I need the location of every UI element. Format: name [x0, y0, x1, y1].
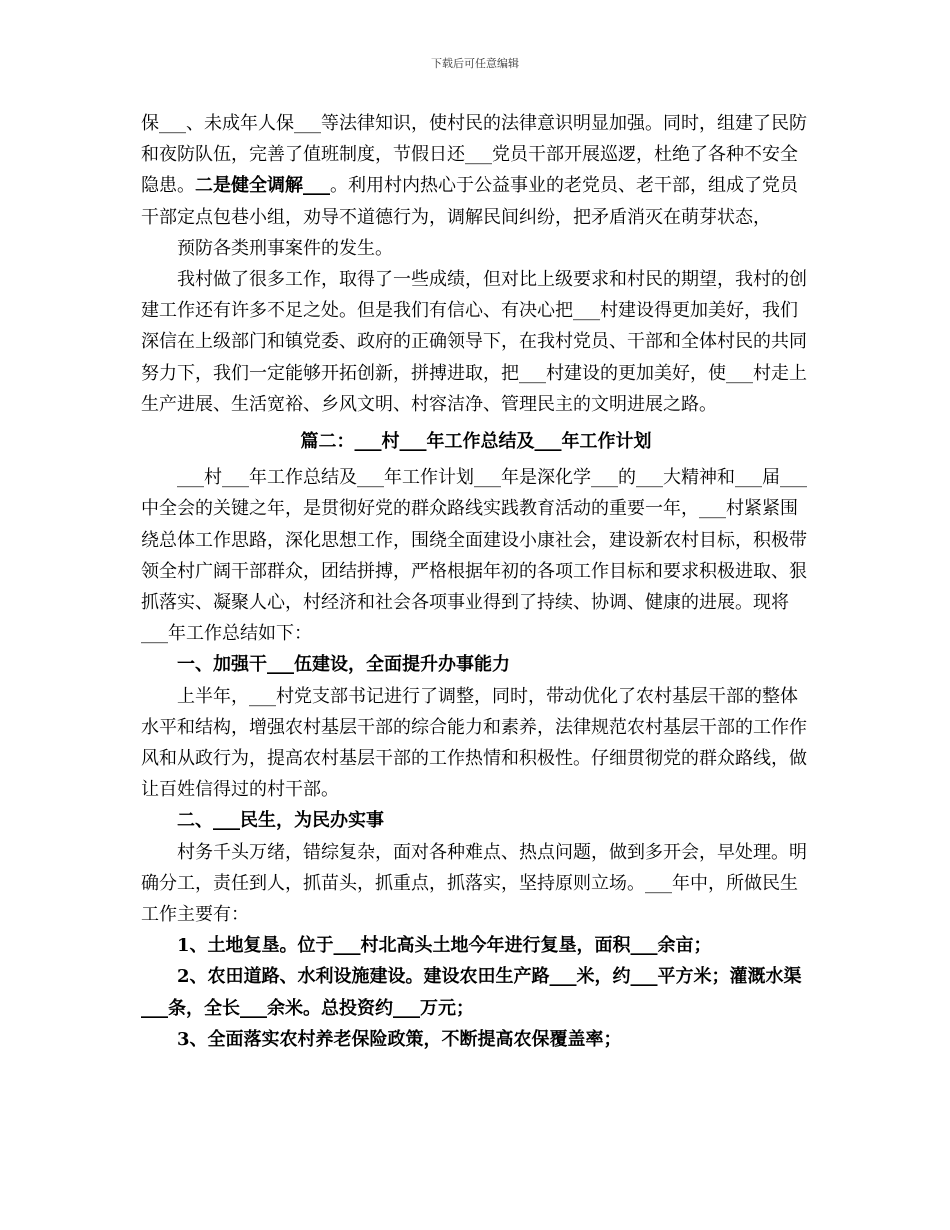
bold-lead: 二是健全调解___: [195, 175, 330, 197]
paragraph-text: 。利用村内热心于公益事业的老党员、老干部，组成了党员干部定点包巷小组，劝导不道德行为，调解民间纠纷，把矛盾消灭在萌芽状态，: [141, 175, 798, 228]
heading-1: 一、加强干___伍建设，全面提升办事能力: [177, 654, 510, 676]
list-item: 1、土地复垦。位于___村北高头土地今年进行复垦，面积___余亩；: [177, 935, 712, 957]
paragraph: 预防各类刑事案件的发生。: [177, 237, 393, 259]
paragraph: 村务千头万绪，错综复杂，面对各种难点、热点问题，做到多开会，早处理。明确分工，责任到人，抓苗头，抓重点，抓落实，坚持原则立场。___年中，所做民生工作主要有：: [141, 841, 807, 926]
list-item: 2、农田道路、水利设施建设。建设农田生产路___米，约___平方米；灌溉水渠___条，全长___余米。总投资约___万元；: [141, 966, 802, 1019]
paragraph: 我村做了很多工作，取得了一些成绩，但对比上级要求和村民的期望，我村的创建工作还有许多不足之处。但是我们有信心、有决心把___村建设得更加美好，我们深信在上级部门和镇党委、政府的正确领导下，在我村党员、干部和全体村民的共同努力下，我们一定能够开拓创新，拼搏进取，把___村建设的更加美好，使___村走上生产进展、生活宽裕、乡风文明、村容洁净、管理民主的文明进展之路。: [141, 269, 807, 415]
document-body: [141, 108, 811, 1055]
heading-2: 二、___民生，为民办实事: [177, 810, 384, 832]
page-header: 下载后可任意编辑: [431, 57, 519, 70]
paragraph: 上半年，___村党支部书记进行了调整，同时，带动优化了农村基层干部的整体水平和结构，增强农村基层干部的综合能力和素养，法律规范农村基层干部的工作作风和从政行为，提高农村基层干部的工作热情和积极性。仔细贯彻党的群众路线，做让百姓信得过的村干部。: [141, 685, 807, 801]
paragraph-text: 保___、未成年人保___等法律知识，使村民的法律意识明显加强。同时，组建了民防和夜防队伍，完善了值班制度，节假日还___党员干部开展巡逻，杜绝了各种不安全隐患。: [141, 113, 807, 197]
list-item: 3、全面落实农村养老保险政策，不断提高农保覆盖率；: [177, 1028, 622, 1050]
paragraph: ___村___年工作总结及___年工作计划___年是深化学___的___大精神和___届___中全会的关键之年，是贯彻好党的群众路线实践教育活动的重要一年，___村紧紧围绕总体工作思路，深化思想工作，围绕全面建设小康社会，建设新农村目标，积极带领全村广阔干部群众，团结拼搏，严格根据年初的各项工作目标和要求积极进取、狠抓落实、凝聚人心，村经济和社会各项事业得到了持续、协调、健康的进展。现将___年工作总结如下：: [141, 467, 807, 645]
paragraph: [141, 108, 811, 233]
section-title: 篇二：___村___年工作总结及___年工作计划: [300, 431, 652, 453]
